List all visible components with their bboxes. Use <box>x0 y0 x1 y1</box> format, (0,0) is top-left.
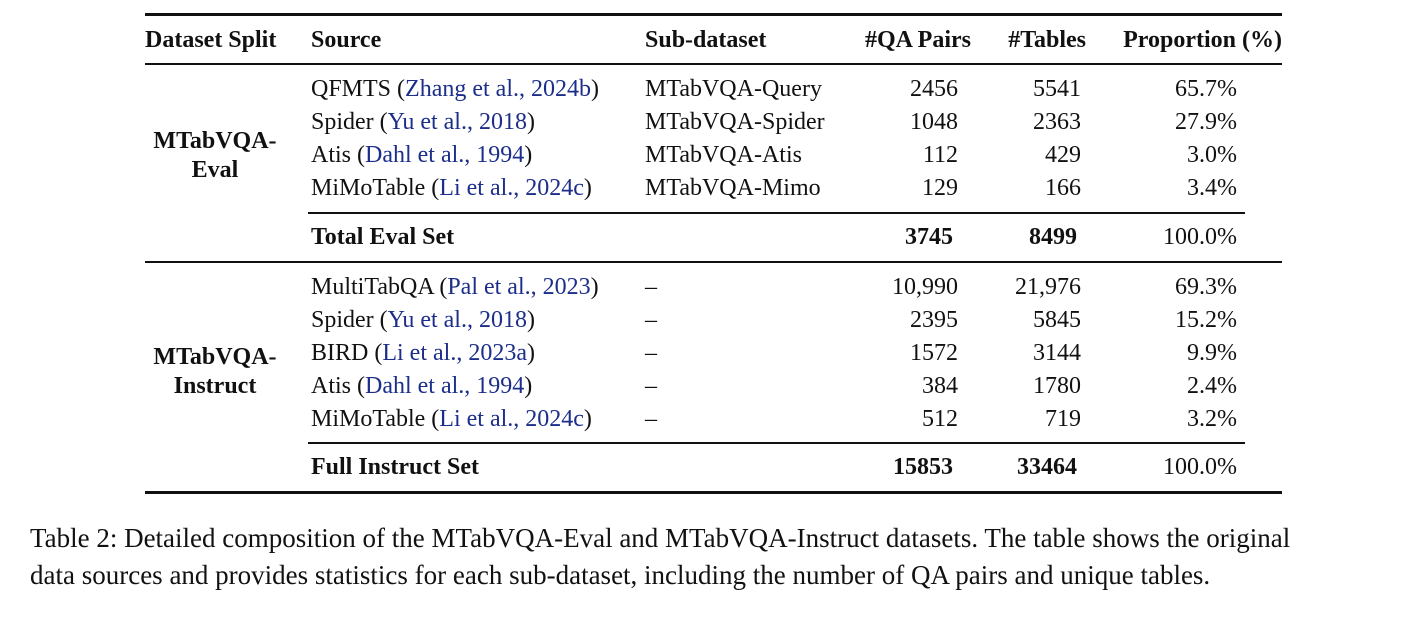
citation-link[interactable]: Dahl et al., 1994 <box>365 142 525 168</box>
source-cell <box>311 273 599 301</box>
header-rule <box>145 63 1282 65</box>
source-name: MultiTabQA ( <box>311 274 448 300</box>
source-cell <box>311 75 599 103</box>
citation-link[interactable]: Li et al., 2023a <box>382 340 527 366</box>
tables-cell: 1780 <box>1033 373 1081 399</box>
bottom-rule <box>145 491 1282 494</box>
citation-close: ) <box>583 175 592 201</box>
proportion-cell: 2.4% <box>1187 373 1237 399</box>
table-caption <box>30 520 1400 594</box>
tables-cell: 166 <box>1045 175 1081 201</box>
total-label: Full Instruct Set <box>311 454 479 480</box>
proportion-cell: 69.3% <box>1175 274 1237 300</box>
citation-close: ) <box>526 307 535 333</box>
header-qa-pairs: #QA Pairs <box>865 27 971 53</box>
tables-cell: 5541 <box>1033 76 1081 102</box>
header-proportion: Proportion (%) <box>1123 27 1282 53</box>
proportion-cell: 3.2% <box>1187 406 1237 432</box>
proportion-cell: 15.2% <box>1175 307 1237 333</box>
citation-close: ) <box>526 109 535 135</box>
source-name: MiMoTable ( <box>311 175 440 201</box>
header-dataset-split: Dataset Split <box>145 27 277 53</box>
total-proportion: 100.0% <box>1163 224 1237 250</box>
caption-line-1: Table 2: Detailed composition of the MTabVQA-Eval and MTabVQA-Instruct datasets. The table shows the original <box>30 523 1291 553</box>
qa-pairs-cell: 10,990 <box>892 274 958 300</box>
sub-dataset-cell: – <box>645 274 657 300</box>
source-cell <box>311 339 535 367</box>
split-label-line-1: MTabVQA- <box>153 344 277 370</box>
sub-dataset-cell: – <box>645 307 657 333</box>
source-name: Spider ( <box>311 109 388 135</box>
total-tables: 8499 <box>1029 224 1077 250</box>
tables-cell: 429 <box>1045 142 1081 168</box>
citation-link[interactable]: Yu et al., 2018 <box>387 307 527 333</box>
tables-cell: 3144 <box>1033 340 1081 366</box>
citation-close: ) <box>583 406 592 432</box>
source-name: Spider ( <box>311 307 388 333</box>
header-sub-dataset: Sub-dataset <box>645 27 767 53</box>
tables-cell: 5845 <box>1033 307 1081 333</box>
source-cell <box>311 372 532 400</box>
split-label-line-2: Instruct <box>173 373 257 399</box>
citation-link[interactable]: Yu et al., 2018 <box>387 109 527 135</box>
citation-link[interactable]: Pal et al., 2023 <box>447 274 591 300</box>
citation-link[interactable]: Dahl et al., 1994 <box>365 373 525 399</box>
sub-dataset-cell: MTabVQA-Spider <box>645 109 825 135</box>
sub-dataset-cell: – <box>645 373 657 399</box>
citation-link[interactable]: Li et al., 2024c <box>439 175 584 201</box>
tables-cell: 2363 <box>1033 109 1081 135</box>
split-label-line-2: Eval <box>191 157 239 183</box>
proportion-cell: 3.0% <box>1187 142 1237 168</box>
citation-close: ) <box>526 340 535 366</box>
qa-pairs-cell: 129 <box>922 175 958 201</box>
sub-dataset-cell: – <box>645 340 657 366</box>
tables-cell: 719 <box>1045 406 1081 432</box>
qa-pairs-cell: 512 <box>922 406 958 432</box>
proportion-cell: 3.4% <box>1187 175 1237 201</box>
source-name: MiMoTable ( <box>311 406 440 432</box>
caption-line-2: data sources and provides statistics for each sub-dataset, including the number of QA pairs and unique tables. <box>30 560 1211 590</box>
dataset-split-label <box>140 127 290 185</box>
qa-pairs-cell: 2395 <box>910 307 958 333</box>
source-name: BIRD ( <box>311 340 383 366</box>
qa-pairs-cell: 1048 <box>910 109 958 135</box>
header-source: Source <box>311 27 382 53</box>
qa-pairs-cell: 1572 <box>910 340 958 366</box>
total-label: Total Eval Set <box>311 224 455 250</box>
sub-dataset-cell: MTabVQA-Query <box>645 76 822 102</box>
total-qa-pairs: 15853 <box>893 454 953 480</box>
split-label-line-1: MTabVQA- <box>153 128 277 154</box>
qa-pairs-cell: 2456 <box>910 76 958 102</box>
source-cell <box>311 141 532 169</box>
qa-pairs-cell: 112 <box>922 142 958 168</box>
total-qa-pairs: 3745 <box>905 224 953 250</box>
source-name: Atis ( <box>311 373 365 399</box>
total-proportion: 100.0% <box>1163 454 1237 480</box>
citation-link[interactable]: Li et al., 2024c <box>439 406 584 432</box>
citation-close: ) <box>590 274 599 300</box>
citation-close: ) <box>590 76 599 102</box>
subtotal-rule <box>308 442 1245 444</box>
tables-cell: 21,976 <box>1015 274 1081 300</box>
citation-close: ) <box>524 142 533 168</box>
sub-dataset-cell: MTabVQA-Mimo <box>645 175 821 201</box>
total-tables: 33464 <box>1017 454 1077 480</box>
header-tables: #Tables <box>1008 27 1086 53</box>
source-cell <box>311 306 535 334</box>
top-rule <box>145 13 1282 16</box>
sub-dataset-cell: MTabVQA-Atis <box>645 142 802 168</box>
proportion-cell: 9.9% <box>1187 340 1237 366</box>
citation-link[interactable]: Zhang et al., 2024b <box>405 76 591 102</box>
citation-close: ) <box>524 373 533 399</box>
subtotal-rule <box>308 212 1245 214</box>
dataset-split-label <box>140 343 290 401</box>
source-cell <box>311 405 592 433</box>
source-name: Atis ( <box>311 142 365 168</box>
source-name: QFMTS ( <box>311 76 406 102</box>
proportion-cell: 27.9% <box>1175 109 1237 135</box>
source-cell <box>311 108 535 136</box>
proportion-cell: 65.7% <box>1175 76 1237 102</box>
group-separator-rule <box>145 261 1282 263</box>
qa-pairs-cell: 384 <box>922 373 958 399</box>
sub-dataset-cell: – <box>645 406 657 432</box>
source-cell <box>311 174 592 202</box>
